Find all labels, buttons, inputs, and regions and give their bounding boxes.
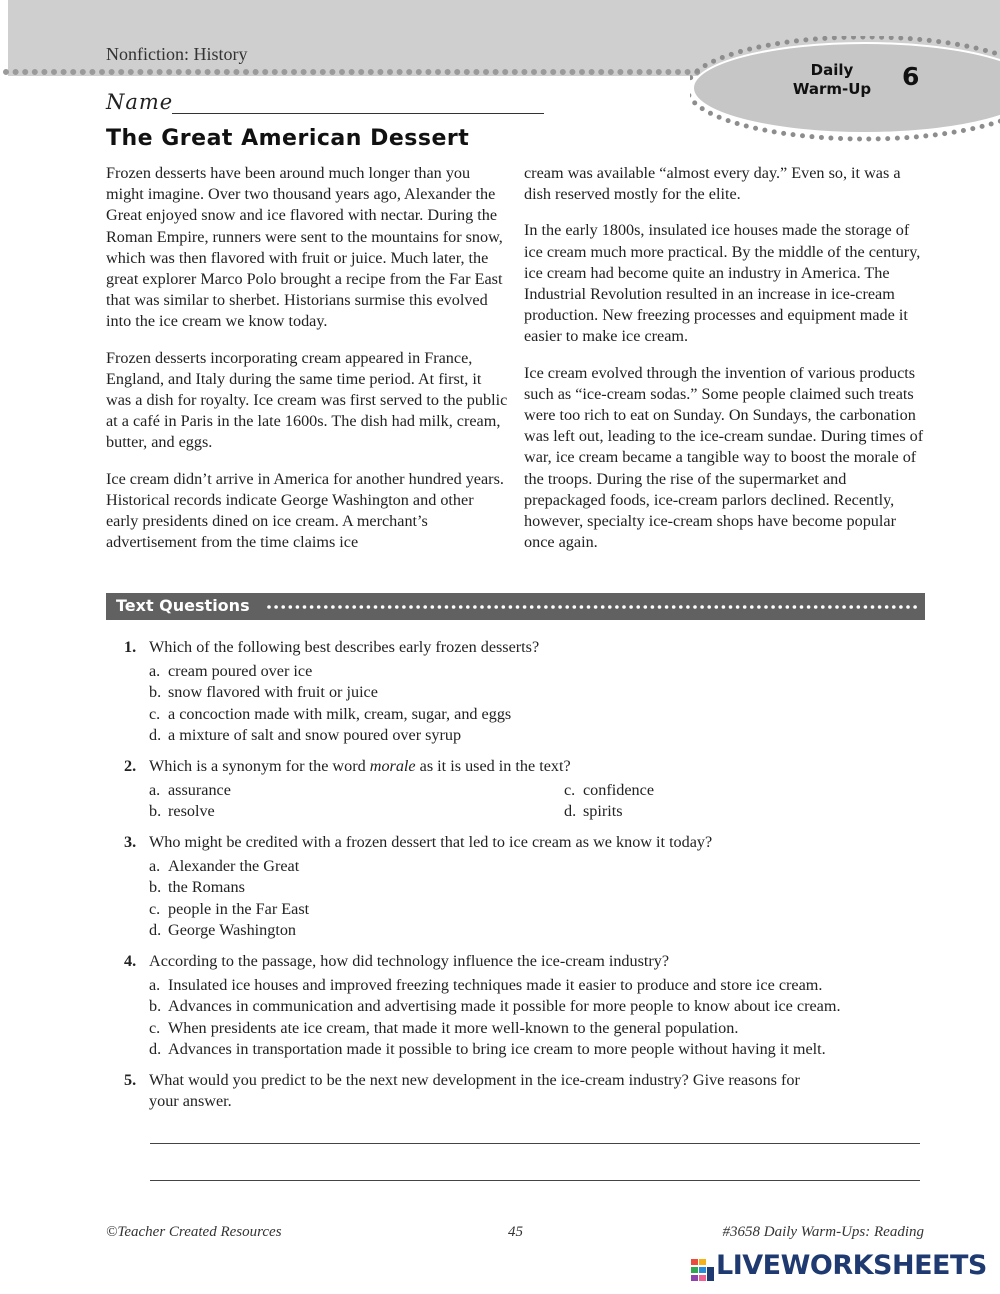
question-text-part: as it is used in the text? — [415, 757, 571, 775]
option-text: people in the Far East — [168, 899, 310, 918]
footer-book-title: #3658 Daily Warm-Ups: Reading — [722, 1224, 924, 1240]
option-text: snow flavored with fruit or juice — [168, 683, 378, 702]
option-text: cream poured over ice — [168, 662, 313, 681]
option-letter: a. — [149, 976, 161, 995]
answer-options — [124, 661, 539, 746]
option-letter: a. — [149, 857, 161, 876]
option-letter: a. — [149, 781, 161, 800]
liveworksheets-watermark: LIVEWORKSHEETS — [716, 1250, 987, 1281]
answer-option[interactable] — [124, 1018, 841, 1039]
liveworksheets-logo-icon — [691, 1259, 715, 1281]
page-title: The Great American Dessert — [106, 126, 470, 151]
answer-option[interactable] — [539, 780, 954, 801]
option-text: a mixture of salt and snow poured over syrup — [168, 725, 462, 744]
answer-option[interactable] — [124, 996, 841, 1017]
passage-paragraph: In the early 1800s, insulated ice houses made the storage of ice cream much more practical. By the middle of the century, ice cream had become quite an industry in America. The Industrial Revolution resulted in an increase in ice-cream production. New freezing processes and equipment made it easier to make ice cream. — [524, 221, 921, 346]
footer-page-number: 45 — [508, 1224, 523, 1240]
option-letter: c. — [149, 704, 161, 723]
passage-paragraph: Ice cream evolved through the invention of various products such as “ice-cream sodas.” Some people claimed such treats were too rich to eat on Sunday. On Sundays, the carbonation was left out, leading to the ice-cream sundae. During times of war, ice cream became a tangible way to boost the morale of the troops. During the rise of the supermarket and prepackaged foods, ice-cream parlors declined. Recently, however, specialty ice-cream shops have become popular once again. — [524, 363, 924, 552]
option-text: confidence — [583, 781, 655, 800]
footer-copyright: ©Teacher Created Resources — [106, 1224, 282, 1240]
option-text: Insulated ice houses and improved freezing techniques made it easier to produce and store ice cream. — [168, 976, 823, 995]
answer-options — [124, 780, 684, 823]
option-text: When presidents ate ice cream, that made it more well-known to the general population. — [168, 1018, 739, 1037]
badge-label — [780, 61, 884, 99]
answer-option[interactable] — [539, 801, 954, 822]
question-text-line: What would you predict to be the next new development in the ice-cream industry? Give reasons for — [149, 1071, 800, 1089]
passage-paragraph: Frozen desserts incorporating cream appeared in France, England, and Italy during the same time period. At first, it was a dish for royalty. Ice cream was first served to the public at a café in Paris in the late 1600s. The dish had milk, cream, butter, and eggs. — [106, 348, 508, 452]
header-dotted-rule — [0, 66, 700, 78]
question-number: 1. — [124, 638, 137, 656]
passage-paragraph: Frozen desserts have been around much longer than you might imagine. Over two thousand years ago, Alexander the Great enjoyed snow and ice flavored with nectar. During the Roman Empire, runners were sent to the mountains for snow, which was then flavored with fruit or juice. Much later, the great explorer Marco Polo brought a recipe from the Far East that was similar to sherbet. Historians surmise this evolved into the ice cream we know today. — [106, 164, 503, 331]
badge-label-line1: Daily — [810, 61, 854, 79]
question-stem — [124, 637, 539, 658]
answer-option[interactable] — [124, 975, 841, 996]
question-text: Who might be credited with a frozen dessert that led to ice cream as we know it today? — [149, 833, 713, 851]
option-letter: c. — [149, 1018, 161, 1037]
question-text: According to the passage, how did technology influence the ice-cream industry? — [149, 952, 670, 970]
option-text: George Washington — [168, 920, 297, 939]
answer-option[interactable] — [124, 856, 712, 877]
option-letter: a. — [149, 662, 161, 681]
name-answer-line[interactable] — [172, 113, 544, 114]
option-text: Advances in transportation made it possible to bring ice cream to more people without having it melt. — [168, 1039, 826, 1058]
answer-options — [124, 856, 712, 941]
option-text: a concoction made with milk, cream, sugar, and eggs — [168, 704, 512, 723]
option-letter: d. — [149, 1039, 162, 1058]
option-letter: d. — [564, 802, 577, 821]
answer-options — [124, 975, 841, 1060]
question-text-line: your answer. — [149, 1092, 232, 1111]
option-letter: d. — [149, 725, 162, 744]
question-5 — [124, 1070, 800, 1112]
question-3 — [124, 832, 712, 941]
section-header-bar — [106, 593, 925, 620]
answer-option[interactable] — [124, 682, 539, 703]
passage-left-column — [106, 163, 508, 568]
answer-option[interactable] — [124, 899, 712, 920]
question-stem — [124, 951, 841, 972]
question-text-part: Which is a synonym for the word — [149, 757, 370, 775]
option-text: spirits — [583, 802, 623, 821]
answer-option[interactable] — [124, 1039, 841, 1060]
badge-number: 6 — [902, 62, 920, 91]
option-letter: b. — [149, 878, 162, 897]
question-text — [149, 757, 571, 775]
name-label: Name — [106, 90, 174, 114]
badge-label-line2: Warm-Up — [792, 80, 872, 98]
option-letter: b. — [149, 997, 162, 1016]
option-text: resolve — [168, 802, 215, 821]
passage-paragraph: cream was available “almost every day.” Even so, it was a dish reserved mostly for the elite. — [524, 164, 901, 204]
question-stem — [124, 1070, 800, 1112]
option-text: Advances in communication and advertising made it possible for more people to know about ice cream. — [168, 997, 841, 1016]
answer-option[interactable] — [124, 661, 539, 682]
section-title: Text Questions — [116, 596, 250, 615]
option-letter: b. — [149, 683, 162, 702]
answer-line-1[interactable] — [150, 1143, 920, 1144]
question-2 — [124, 756, 684, 823]
answer-option[interactable] — [124, 877, 712, 898]
option-text: Alexander the Great — [168, 857, 300, 876]
answer-line-2[interactable] — [150, 1180, 920, 1181]
question-number: 2. — [124, 757, 137, 775]
question-stem — [124, 756, 684, 777]
question-text: Which of the following best describes early frozen desserts? — [149, 638, 540, 656]
answer-option[interactable] — [124, 780, 539, 801]
option-letter: c. — [564, 781, 576, 800]
answer-option[interactable] — [124, 801, 539, 822]
question-1 — [124, 637, 539, 746]
option-letter: d. — [149, 920, 162, 939]
question-emphasis: morale — [369, 757, 416, 775]
answer-option[interactable] — [124, 725, 539, 746]
category-label: Nonfiction: History — [106, 44, 248, 64]
passage-right-column — [524, 163, 926, 568]
option-letter: b. — [149, 802, 162, 821]
section-dotted-rule — [266, 602, 918, 612]
passage-paragraph: Ice cream didn’t arrive in America for another hundred years. Historical records indicate George Washington and other early presidents dined on ice cream. A merchant’s advertisement from the time claims ice — [106, 469, 504, 552]
answer-option[interactable] — [124, 704, 539, 725]
option-letter: c. — [149, 899, 161, 918]
question-number: 4. — [124, 952, 137, 970]
option-text: the Romans — [168, 878, 245, 897]
question-number: 5. — [124, 1071, 137, 1089]
question-4 — [124, 951, 841, 1060]
question-number: 3. — [124, 833, 137, 851]
option-text: assurance — [168, 781, 231, 800]
question-stem — [124, 832, 712, 853]
answer-option[interactable] — [124, 920, 712, 941]
